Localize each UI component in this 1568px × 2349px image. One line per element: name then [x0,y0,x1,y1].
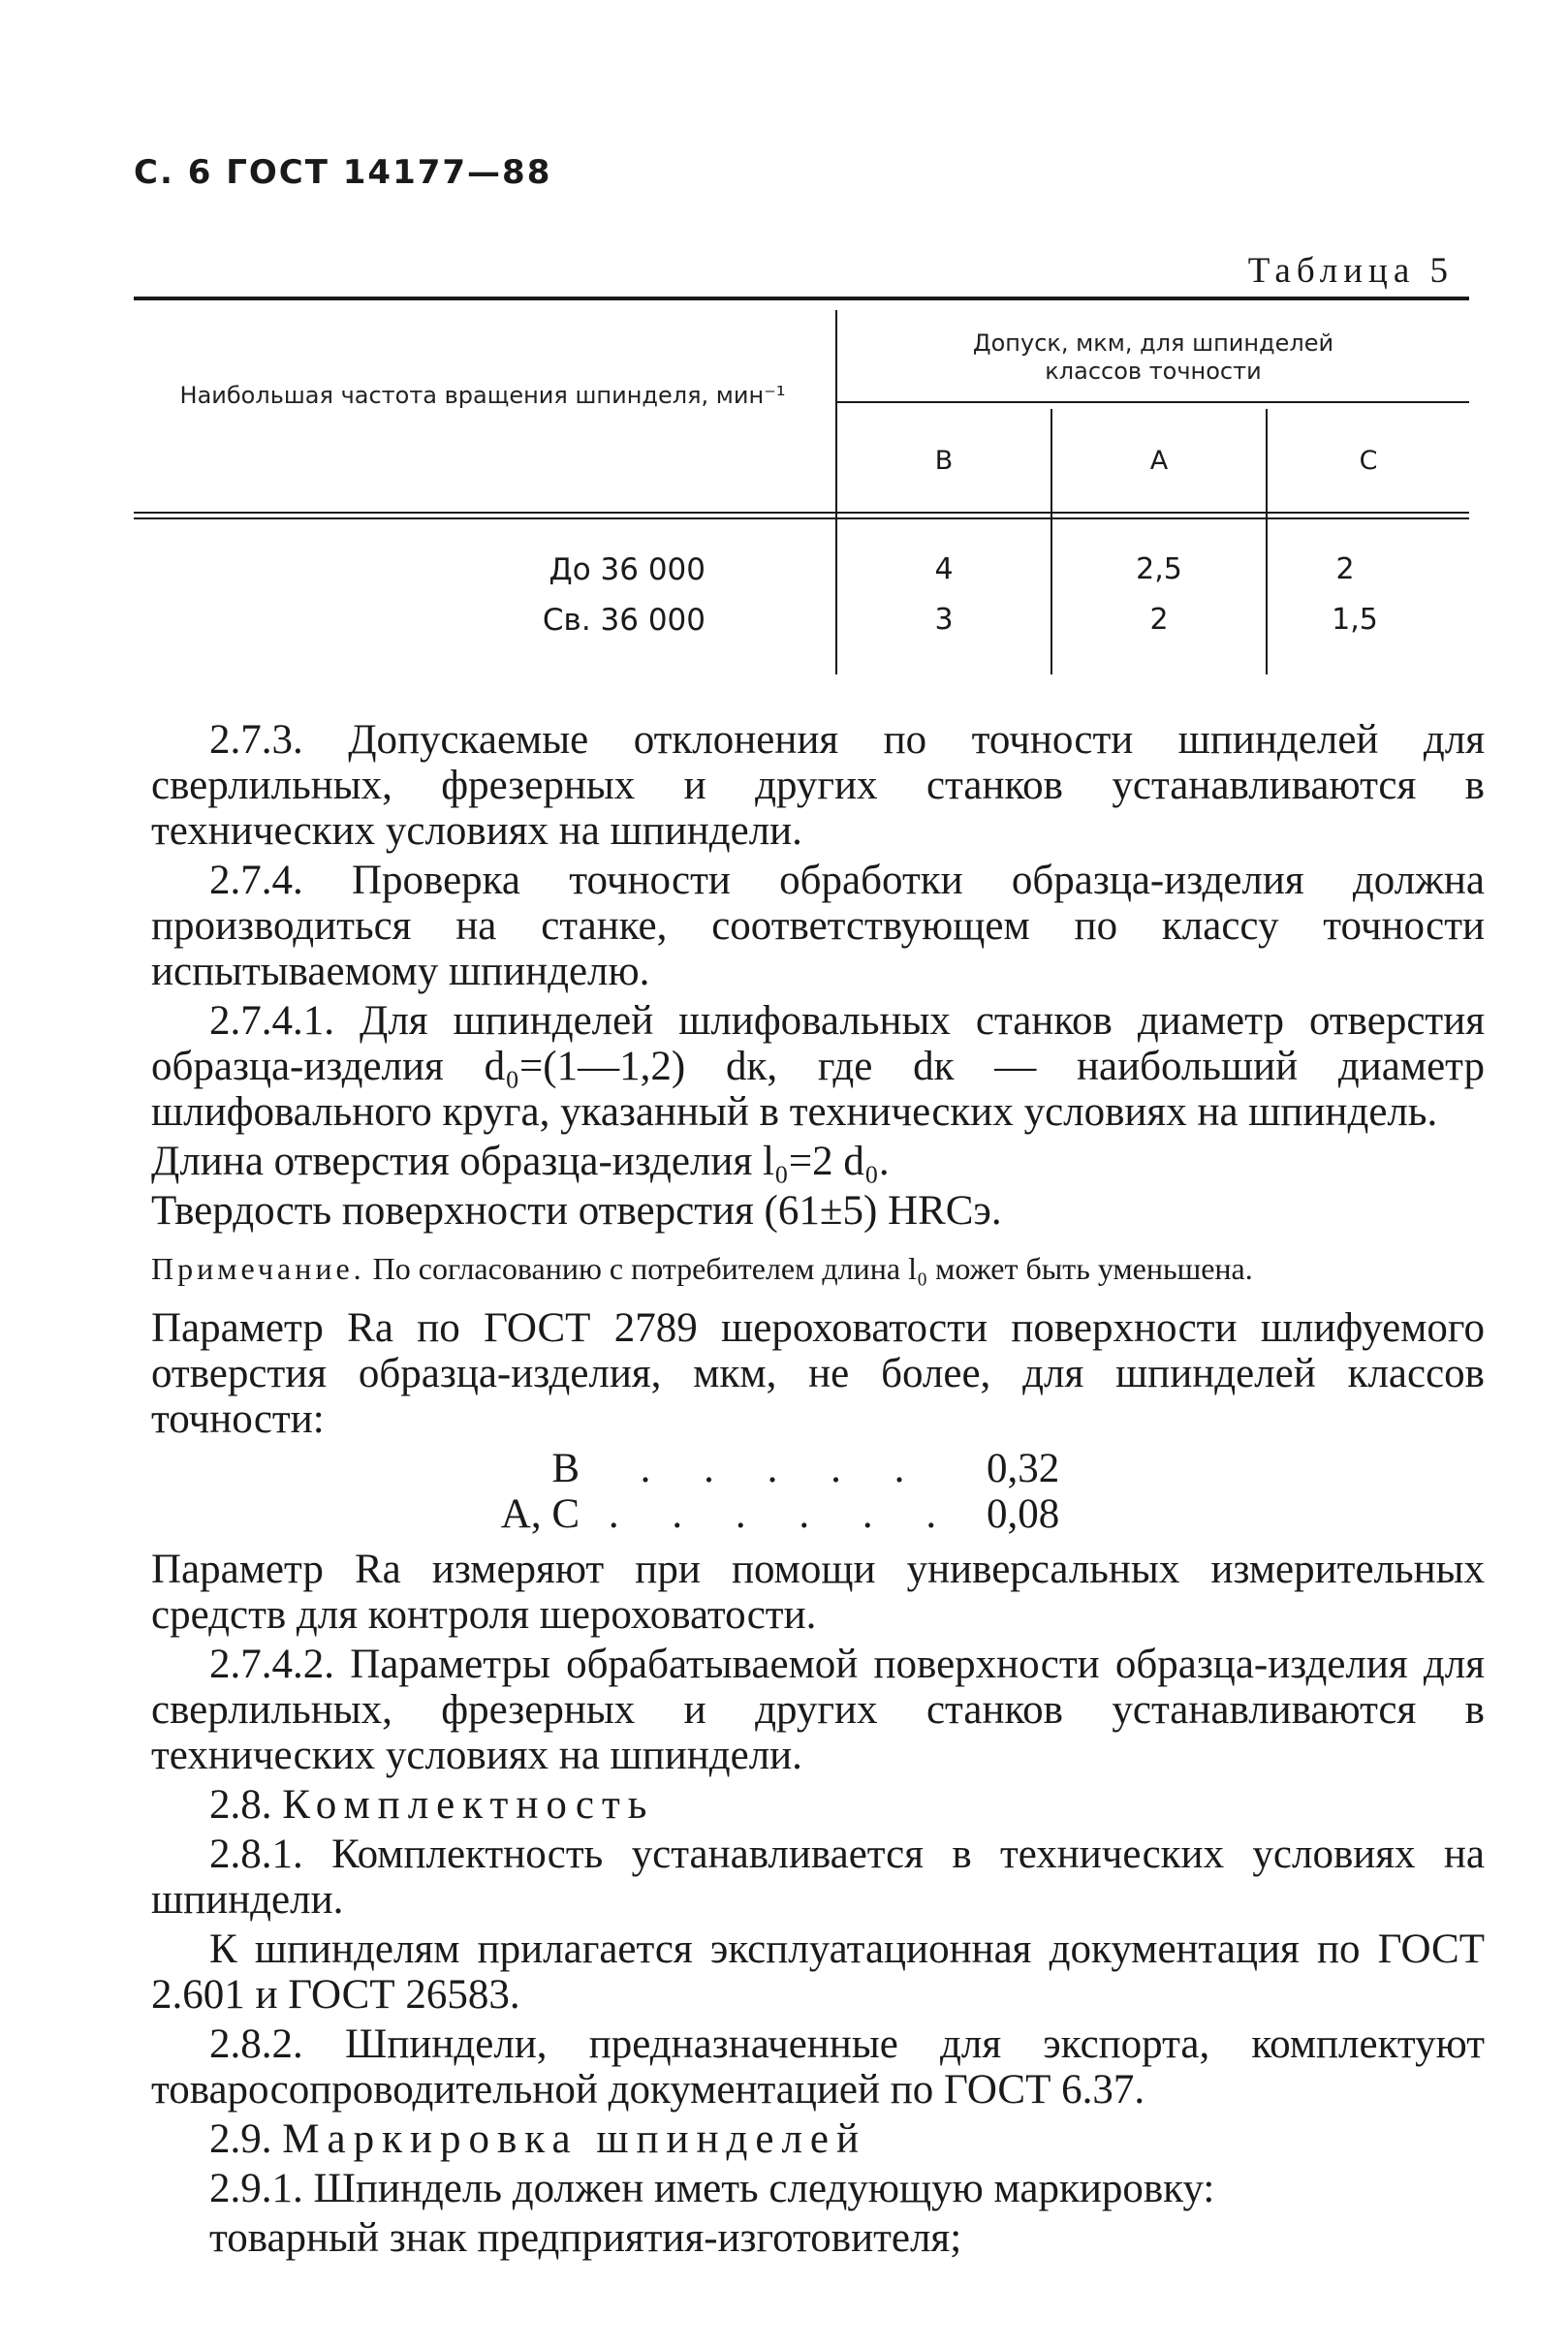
table-cell: 2,5 [1136,552,1182,586]
paragraph: Твердость поверхности отверстия (61±5) HRCэ. [151,1188,1002,1234]
paragraph: 2.7.4. Проверка точности обработки образца-изделия должна производиться на станке, соответствующем по классу точности испытываемому шпинделю. [151,858,1485,994]
row-label: До 36 000 [549,552,706,587]
table-cell: 2 [1149,603,1169,637]
leader-dots: . . . . . . [608,1491,958,1537]
table-cell: 3 [934,603,954,637]
paragraph: 2.9.1. Шпиндель должен иметь следующую маркировку: [209,2166,1215,2211]
paragraph: товарный знак предприятия-изготовителя; [209,2215,962,2261]
header-bottom-rule [134,517,1469,519]
document-body [151,717,1485,2265]
paragraph: 2.7.4.1. Для шпинделей шлифовальных станков диаметр отверстия образца-изделия d₀=(1—1,2) dк, где dк — наибольший диаметр шлифовального круга, указанный в технических условиях на шпиндель. [151,998,1485,1135]
tolerance-table [134,297,1469,684]
table-label: Таблица 5 [1247,251,1454,291]
roughness-value: 0,08 [987,1491,1060,1537]
page-header: С. 6 ГОСТ 14177—88 [134,153,552,192]
section-title: Комплектность [282,1782,655,1828]
roughness-value: 0,32 [987,1446,1060,1491]
class-name: В [551,1446,580,1491]
paragraph: 2.8.2. Шпиндели, предназначенные для экспорта, комплектуют товаросопроводительной документацией по ГОСТ 6.37. [151,2021,1485,2113]
paragraph: К шпинделям прилагается эксплуатационная документация по ГОСТ 2.601 и ГОСТ 26583. [151,1926,1485,2018]
list-item [492,1491,1074,1537]
paragraph: 2.7.4.2. Параметры обрабатываемой поверхности образца-изделия для сверлильных, фрезерных и других станков устанавливаются в технических условиях на шпиндели. [151,1642,1485,1778]
column-header-tolerance: Допуск, мкм, для шпинделей классов точности [972,329,1334,385]
row-label: Св. 36 000 [542,603,706,638]
roughness-list [492,1446,1074,1537]
section-number: 2.8. [209,1782,272,1828]
section-heading [151,2116,1485,2162]
table-cell: 4 [934,552,954,586]
list-item [492,1446,1074,1491]
paragraph: Параметр Ra по ГОСТ 2789 шероховатости поверхности шлифуемого отверстия образца-изделия, мкм, не более, для шпинделей классов точности: [151,1305,1485,1442]
header-bottom-rule [134,512,1469,514]
paragraph: Параметр Ra измеряют при помощи универсальных измерительных средств для контроля шероховатости. [151,1547,1485,1638]
section-heading [151,1782,1485,1828]
leader-dots: . . . . . [640,1446,926,1491]
section-number: 2.9. [209,2116,272,2162]
table-cell: 1,5 [1332,603,1378,637]
paragraph: 2.7.3. Допускаемые отклонения по точности шпинделей для сверлильных, фрезерных и других станков устанавливаются в технических условиях на шпиндели. [151,717,1485,854]
class-header: А [1149,446,1169,476]
section-title: Маркировка шпинделей [282,2116,867,2162]
table-top-rule [134,297,1469,300]
class-name: А, С [500,1491,580,1537]
class-header: С [1359,446,1378,476]
column-header-frequency: Наибольшая частота вращения шпинделя, мин⁻¹ [179,382,786,409]
note-text: По согласованию с потребителем длина l₀ может быть уменьшена. [372,1251,1253,1286]
group-header-rule [837,401,1469,403]
paragraph: 2.8.1. Комплектность устанавливается в технических условиях на шпиндели. [151,1832,1485,1923]
note-label: Примечание. [151,1251,365,1286]
note [151,1249,1485,1288]
paragraph: Длина отверстия образца-изделия l₀=2 d₀. [151,1139,890,1184]
table-cell: 2 [1335,552,1355,586]
class-header: В [934,446,954,476]
